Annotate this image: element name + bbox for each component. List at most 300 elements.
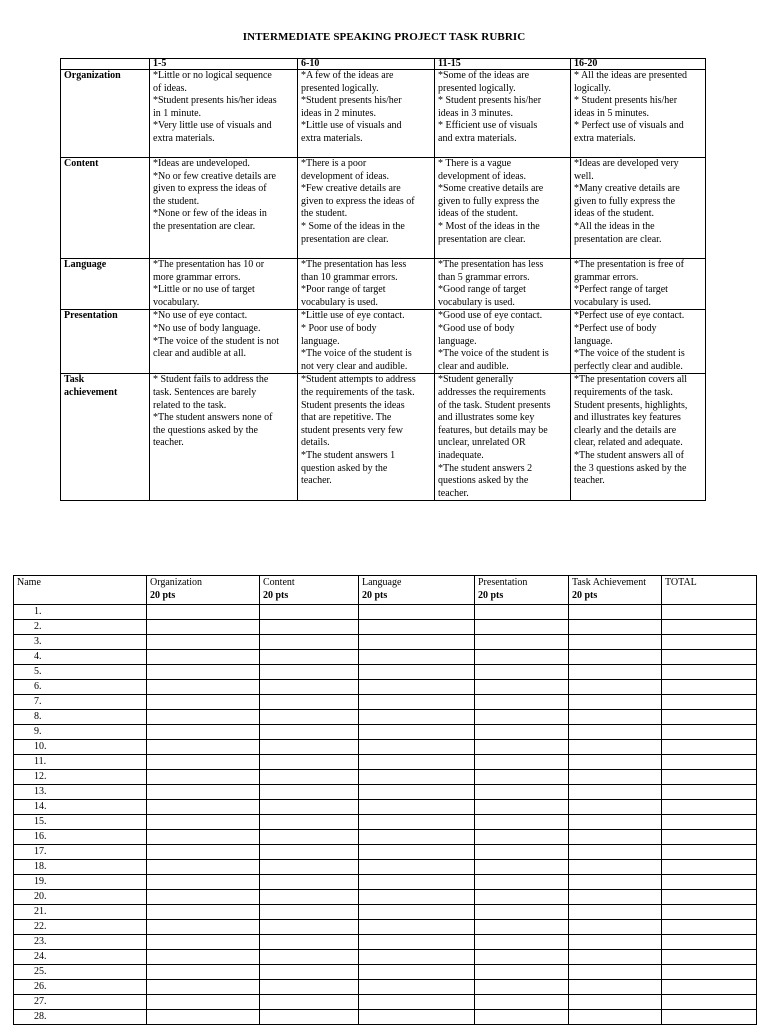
score-cell[interactable] bbox=[662, 995, 757, 1010]
rubric-row bbox=[61, 374, 706, 501]
student-row-number[interactable]: 20. bbox=[14, 890, 147, 905]
rubric-descriptor-cell bbox=[571, 259, 706, 310]
grade-row bbox=[14, 875, 757, 890]
student-row-number[interactable]: 13. bbox=[14, 785, 147, 800]
score-cell[interactable] bbox=[260, 650, 359, 665]
descriptor-line: ideas in 5 minutes. bbox=[574, 107, 649, 119]
descriptor-line: presentation are clear. bbox=[574, 233, 662, 245]
score-cell[interactable] bbox=[662, 680, 757, 695]
score-cell[interactable] bbox=[662, 1010, 757, 1025]
grade-row bbox=[14, 950, 757, 965]
student-row-number[interactable]: 10. bbox=[14, 740, 147, 755]
descriptor-line: given to express the ideas of bbox=[153, 183, 267, 195]
descriptor-line: than 5 grammar errors. bbox=[438, 271, 530, 283]
score-cell[interactable] bbox=[147, 1010, 260, 1025]
score-cell[interactable] bbox=[359, 905, 475, 920]
score-cell[interactable] bbox=[260, 755, 359, 770]
score-cell[interactable] bbox=[359, 620, 475, 635]
score-cell[interactable] bbox=[475, 815, 569, 830]
score-cell[interactable] bbox=[147, 860, 260, 875]
grade-row bbox=[14, 620, 757, 635]
score-cell[interactable] bbox=[359, 890, 475, 905]
descriptor-line: extra materials. bbox=[574, 132, 636, 144]
descriptor-line: * All the ideas are presented bbox=[574, 70, 688, 81]
score-cell[interactable] bbox=[662, 605, 757, 620]
score-cell[interactable] bbox=[359, 920, 475, 935]
score-cell[interactable] bbox=[147, 605, 260, 620]
score-cell[interactable] bbox=[147, 965, 260, 980]
score-cell[interactable] bbox=[662, 785, 757, 800]
descriptor-line: and illustrates key features bbox=[574, 412, 681, 424]
score-cell[interactable] bbox=[662, 965, 757, 980]
descriptor-line: *Poor range of target bbox=[301, 284, 386, 296]
score-cell[interactable] bbox=[260, 710, 359, 725]
descriptor-line: *Perfect range of target bbox=[574, 284, 668, 296]
descriptor-line: *Student presents his/her bbox=[301, 95, 402, 107]
descriptor-line: vocabulary is used. bbox=[438, 296, 515, 308]
descriptor-line: well. bbox=[574, 170, 594, 182]
score-cell[interactable] bbox=[569, 815, 662, 830]
descriptor-line: *Ideas are developed very bbox=[574, 158, 679, 169]
student-row-number[interactable]: 11. bbox=[14, 755, 147, 770]
score-cell[interactable] bbox=[569, 665, 662, 680]
descriptor-line: language. bbox=[301, 335, 340, 347]
descriptor-line: vocabulary. bbox=[153, 296, 200, 308]
descriptor-line: given to fully express the bbox=[438, 195, 540, 207]
score-cell[interactable] bbox=[359, 695, 475, 710]
score-cell[interactable] bbox=[662, 845, 757, 860]
score-cell[interactable] bbox=[359, 665, 475, 680]
score-cell[interactable] bbox=[475, 965, 569, 980]
grade-column-header bbox=[14, 576, 147, 605]
descriptor-line: *The voice of the student is bbox=[438, 348, 549, 360]
student-row-number[interactable]: 26. bbox=[14, 980, 147, 995]
descriptor-line: unclear, unrelated OR bbox=[438, 437, 526, 449]
score-cell[interactable] bbox=[475, 665, 569, 680]
score-cell[interactable] bbox=[569, 650, 662, 665]
descriptor-line: given to express the ideas of bbox=[301, 195, 415, 207]
score-cell[interactable] bbox=[475, 920, 569, 935]
grade-row bbox=[14, 980, 757, 995]
student-row-number[interactable]: 21. bbox=[14, 905, 147, 920]
student-row-number[interactable]: 15. bbox=[14, 815, 147, 830]
descriptor-line: *The presentation has less bbox=[438, 259, 544, 270]
score-cell[interactable] bbox=[260, 995, 359, 1010]
score-cell[interactable] bbox=[662, 935, 757, 950]
descriptor-line: task. Sentences are barely bbox=[153, 386, 257, 398]
score-cell[interactable] bbox=[260, 635, 359, 650]
score-cell[interactable] bbox=[662, 830, 757, 845]
score-cell[interactable] bbox=[260, 920, 359, 935]
descriptor-line: and extra materials. bbox=[438, 132, 517, 144]
score-cell[interactable] bbox=[147, 905, 260, 920]
rubric-descriptor-cell bbox=[435, 259, 571, 310]
descriptor-line: not very clear and audible. bbox=[301, 360, 408, 372]
descriptor-line: *The student answers none of bbox=[153, 412, 273, 424]
score-cell[interactable] bbox=[475, 740, 569, 755]
score-cell[interactable] bbox=[662, 905, 757, 920]
descriptor-line: development of ideas. bbox=[438, 170, 527, 182]
score-cell[interactable] bbox=[475, 620, 569, 635]
score-cell[interactable] bbox=[569, 830, 662, 845]
descriptor-line: that are repetitive. The bbox=[301, 412, 392, 424]
descriptor-line: development of ideas. bbox=[301, 170, 390, 182]
score-cell[interactable] bbox=[475, 890, 569, 905]
student-row-number[interactable]: 23. bbox=[14, 935, 147, 950]
score-cell[interactable] bbox=[569, 950, 662, 965]
score-cell[interactable] bbox=[475, 875, 569, 890]
grade-row bbox=[14, 965, 757, 980]
score-cell[interactable] bbox=[475, 980, 569, 995]
score-cell[interactable] bbox=[569, 605, 662, 620]
score-cell[interactable] bbox=[475, 725, 569, 740]
score-cell[interactable] bbox=[475, 635, 569, 650]
score-cell[interactable] bbox=[147, 665, 260, 680]
descriptor-line: language. bbox=[438, 335, 477, 347]
descriptor-line: clearly and the details are bbox=[574, 424, 677, 436]
descriptor-line: * Student fails to address the bbox=[153, 374, 269, 386]
score-cell[interactable] bbox=[260, 860, 359, 875]
column-label: TOTAL bbox=[665, 577, 697, 588]
score-cell[interactable] bbox=[359, 875, 475, 890]
student-row-number[interactable]: 2. bbox=[14, 620, 147, 635]
score-cell[interactable] bbox=[260, 965, 359, 980]
score-cell[interactable] bbox=[359, 635, 475, 650]
score-cell[interactable] bbox=[359, 605, 475, 620]
descriptor-line: inadequate. bbox=[438, 449, 484, 461]
score-cell[interactable] bbox=[359, 770, 475, 785]
score-cell[interactable] bbox=[569, 935, 662, 950]
descriptor-line: of ideas. bbox=[153, 82, 187, 94]
column-label: Presentation bbox=[478, 577, 528, 588]
score-cell[interactable] bbox=[147, 740, 260, 755]
score-cell[interactable] bbox=[569, 785, 662, 800]
score-band-header: 11-15 bbox=[435, 59, 571, 70]
score-cell[interactable] bbox=[662, 620, 757, 635]
score-cell[interactable] bbox=[662, 950, 757, 965]
score-cell[interactable] bbox=[662, 725, 757, 740]
descriptor-line: * Most of the ideas in the bbox=[438, 220, 540, 232]
score-cell[interactable] bbox=[147, 830, 260, 845]
score-cell[interactable] bbox=[569, 770, 662, 785]
score-cell[interactable] bbox=[260, 680, 359, 695]
student-row-number[interactable]: 25. bbox=[14, 965, 147, 980]
score-cell[interactable] bbox=[475, 695, 569, 710]
grade-row bbox=[14, 725, 757, 740]
score-cell[interactable] bbox=[662, 920, 757, 935]
score-cell[interactable] bbox=[359, 815, 475, 830]
grade-row bbox=[14, 1010, 757, 1025]
score-cell[interactable] bbox=[569, 980, 662, 995]
score-cell[interactable] bbox=[147, 620, 260, 635]
score-cell[interactable] bbox=[147, 995, 260, 1010]
score-cell[interactable] bbox=[569, 920, 662, 935]
score-cell[interactable] bbox=[662, 650, 757, 665]
descriptor-line: *All the ideas in the bbox=[574, 220, 655, 232]
rubric-row bbox=[61, 259, 706, 310]
score-cell[interactable] bbox=[569, 680, 662, 695]
score-cell[interactable] bbox=[475, 605, 569, 620]
student-row-number[interactable]: 8. bbox=[14, 710, 147, 725]
student-row-number[interactable]: 9. bbox=[14, 725, 147, 740]
score-cell[interactable] bbox=[662, 875, 757, 890]
score-cell[interactable] bbox=[147, 920, 260, 935]
grade-row bbox=[14, 905, 757, 920]
score-cell[interactable] bbox=[260, 905, 359, 920]
score-cell[interactable] bbox=[147, 875, 260, 890]
descriptor-line: *Ideas are undeveloped. bbox=[153, 158, 250, 169]
descriptor-line: the requirements of the task. bbox=[301, 386, 415, 398]
grade-sheet-table bbox=[13, 575, 757, 1025]
score-cell[interactable] bbox=[569, 800, 662, 815]
score-cell[interactable] bbox=[475, 950, 569, 965]
score-cell[interactable] bbox=[569, 620, 662, 635]
descriptor-line: * Student presents his/her bbox=[438, 95, 542, 107]
descriptor-line: the questions asked by the bbox=[153, 424, 258, 436]
score-cell[interactable] bbox=[260, 830, 359, 845]
rubric-row bbox=[61, 310, 706, 374]
descriptor-line: vocabulary is used. bbox=[301, 296, 378, 308]
score-cell[interactable] bbox=[475, 905, 569, 920]
score-cell[interactable] bbox=[147, 680, 260, 695]
student-row-number[interactable]: 12. bbox=[14, 770, 147, 785]
column-points: 20 pts bbox=[263, 590, 289, 601]
score-cell[interactable] bbox=[475, 860, 569, 875]
column-label: Organization bbox=[150, 577, 203, 588]
student-row-number[interactable]: 5. bbox=[14, 665, 147, 680]
score-cell[interactable] bbox=[359, 650, 475, 665]
score-cell[interactable] bbox=[475, 710, 569, 725]
student-row-number[interactable]: 16. bbox=[14, 830, 147, 845]
descriptor-line: questions asked by the bbox=[438, 475, 529, 487]
score-cell[interactable] bbox=[260, 980, 359, 995]
student-row-number[interactable]: 4. bbox=[14, 650, 147, 665]
score-cell[interactable] bbox=[260, 620, 359, 635]
score-cell[interactable] bbox=[260, 935, 359, 950]
score-cell[interactable] bbox=[662, 860, 757, 875]
score-cell[interactable] bbox=[260, 785, 359, 800]
score-cell[interactable] bbox=[569, 905, 662, 920]
score-cell[interactable] bbox=[359, 755, 475, 770]
descriptor-line: * Perfect use of visuals and bbox=[574, 120, 684, 132]
score-cell[interactable] bbox=[662, 800, 757, 815]
column-points: 20 pts bbox=[150, 590, 176, 601]
descriptor-line: *Student attempts to address bbox=[301, 374, 416, 386]
score-cell[interactable] bbox=[359, 860, 475, 875]
descriptor-line: *The voice of the student is bbox=[301, 348, 412, 360]
descriptor-line: the student. bbox=[301, 208, 348, 220]
score-cell[interactable] bbox=[662, 665, 757, 680]
score-cell[interactable] bbox=[147, 755, 260, 770]
score-cell[interactable] bbox=[475, 650, 569, 665]
score-cell[interactable] bbox=[475, 785, 569, 800]
descriptor-line: ideas in 3 minutes. bbox=[438, 107, 513, 119]
score-cell[interactable] bbox=[359, 725, 475, 740]
score-cell[interactable] bbox=[260, 740, 359, 755]
score-cell[interactable] bbox=[359, 845, 475, 860]
grade-sheet-header-row bbox=[14, 576, 757, 605]
score-cell[interactable] bbox=[475, 800, 569, 815]
score-cell[interactable] bbox=[475, 755, 569, 770]
score-cell[interactable] bbox=[662, 695, 757, 710]
descriptor-line: *The presentation covers all bbox=[574, 374, 688, 386]
score-cell[interactable] bbox=[359, 785, 475, 800]
rubric-row bbox=[61, 70, 706, 158]
score-cell[interactable] bbox=[260, 950, 359, 965]
grade-row bbox=[14, 695, 757, 710]
score-cell[interactable] bbox=[569, 875, 662, 890]
descriptor-line: extra materials. bbox=[153, 132, 215, 144]
score-cell[interactable] bbox=[569, 890, 662, 905]
student-row-number[interactable]: 3. bbox=[14, 635, 147, 650]
score-cell[interactable] bbox=[147, 845, 260, 860]
student-row-number[interactable]: 24. bbox=[14, 950, 147, 965]
descriptor-line: *The voice of the student is bbox=[574, 348, 685, 360]
student-row-number[interactable]: 1. bbox=[14, 605, 147, 620]
score-cell[interactable] bbox=[569, 845, 662, 860]
score-cell[interactable] bbox=[662, 635, 757, 650]
score-cell[interactable] bbox=[475, 830, 569, 845]
descriptor-line: details. bbox=[301, 437, 330, 449]
score-cell[interactable] bbox=[147, 815, 260, 830]
score-cell[interactable] bbox=[359, 800, 475, 815]
rubric-descriptor-cell bbox=[571, 158, 706, 259]
score-cell[interactable] bbox=[147, 785, 260, 800]
descriptor-line: vocabulary is used. bbox=[574, 296, 651, 308]
student-row-number[interactable]: 17. bbox=[14, 845, 147, 860]
descriptor-line: language. bbox=[574, 335, 613, 347]
descriptor-line: *The student answers 2 bbox=[438, 462, 533, 474]
rubric-descriptor-cell bbox=[435, 158, 571, 259]
rubric-descriptor-cell bbox=[571, 310, 706, 374]
grade-column-header bbox=[475, 576, 569, 605]
student-row-number[interactable]: 14. bbox=[14, 800, 147, 815]
score-cell[interactable] bbox=[260, 1010, 359, 1025]
score-cell[interactable] bbox=[475, 1010, 569, 1025]
score-cell[interactable] bbox=[359, 965, 475, 980]
descriptor-line: *Few creative details are bbox=[301, 183, 401, 195]
score-cell[interactable] bbox=[569, 695, 662, 710]
descriptor-line: *The student answers all of bbox=[574, 449, 684, 461]
score-cell[interactable] bbox=[260, 845, 359, 860]
student-row-number[interactable]: 18. bbox=[14, 860, 147, 875]
descriptor-line: *The voice of the student is not bbox=[153, 335, 280, 347]
student-row-number[interactable]: 19. bbox=[14, 875, 147, 890]
descriptor-line: *No use of eye contact. bbox=[153, 310, 248, 322]
score-cell[interactable] bbox=[569, 965, 662, 980]
descriptor-line: *None or few of the ideas in bbox=[153, 208, 267, 220]
score-cell[interactable] bbox=[475, 845, 569, 860]
score-cell[interactable] bbox=[359, 950, 475, 965]
descriptor-line: *Student generally bbox=[438, 374, 514, 386]
score-cell[interactable] bbox=[569, 755, 662, 770]
score-cell[interactable] bbox=[359, 935, 475, 950]
descriptor-line: teacher. bbox=[574, 475, 605, 487]
score-cell[interactable] bbox=[475, 995, 569, 1010]
criterion-label: Content bbox=[61, 158, 150, 259]
score-cell[interactable] bbox=[569, 1010, 662, 1025]
score-cell[interactable] bbox=[260, 890, 359, 905]
score-cell[interactable] bbox=[359, 680, 475, 695]
score-cell[interactable] bbox=[147, 950, 260, 965]
score-cell[interactable] bbox=[475, 770, 569, 785]
student-row-number[interactable]: 7. bbox=[14, 695, 147, 710]
score-cell[interactable] bbox=[359, 980, 475, 995]
score-cell[interactable] bbox=[147, 710, 260, 725]
score-cell[interactable] bbox=[260, 665, 359, 680]
score-cell[interactable] bbox=[475, 680, 569, 695]
grade-row bbox=[14, 605, 757, 620]
score-cell[interactable] bbox=[147, 980, 260, 995]
descriptor-line: *No or few creative details are bbox=[153, 170, 276, 182]
rubric-descriptor-cell bbox=[298, 374, 435, 501]
score-cell[interactable] bbox=[662, 740, 757, 755]
rubric-descriptor-cell bbox=[435, 310, 571, 374]
descriptor-line: presentation are clear. bbox=[301, 233, 389, 245]
score-cell[interactable] bbox=[569, 725, 662, 740]
student-row-number[interactable]: 22. bbox=[14, 920, 147, 935]
score-cell[interactable] bbox=[147, 650, 260, 665]
score-cell[interactable] bbox=[569, 740, 662, 755]
score-cell[interactable] bbox=[147, 725, 260, 740]
descriptor-line: clear, related and adequate. bbox=[574, 437, 683, 449]
descriptor-line: grammar errors. bbox=[574, 271, 639, 283]
score-cell[interactable] bbox=[260, 875, 359, 890]
score-cell[interactable] bbox=[359, 1010, 475, 1025]
grade-row bbox=[14, 665, 757, 680]
rubric-descriptor-cell bbox=[150, 310, 298, 374]
score-cell[interactable] bbox=[147, 890, 260, 905]
student-row-number[interactable]: 28. bbox=[14, 1010, 147, 1025]
score-cell[interactable] bbox=[359, 830, 475, 845]
descriptor-line: *Student presents his/her ideas bbox=[153, 95, 277, 107]
score-cell[interactable] bbox=[260, 815, 359, 830]
grade-row bbox=[14, 800, 757, 815]
score-cell[interactable] bbox=[147, 800, 260, 815]
score-cell[interactable] bbox=[260, 605, 359, 620]
score-cell[interactable] bbox=[662, 980, 757, 995]
student-row-number[interactable]: 6. bbox=[14, 680, 147, 695]
score-cell[interactable] bbox=[147, 695, 260, 710]
score-cell[interactable] bbox=[662, 890, 757, 905]
score-cell[interactable] bbox=[260, 725, 359, 740]
score-cell[interactable] bbox=[569, 710, 662, 725]
score-cell[interactable] bbox=[662, 815, 757, 830]
rubric-descriptor-cell bbox=[298, 158, 435, 259]
student-row-number[interactable]: 27. bbox=[14, 995, 147, 1010]
score-cell[interactable] bbox=[260, 695, 359, 710]
column-label: Language bbox=[362, 577, 402, 588]
score-cell[interactable] bbox=[147, 935, 260, 950]
score-cell[interactable] bbox=[662, 710, 757, 725]
score-cell[interactable] bbox=[147, 635, 260, 650]
rubric-descriptor-cell bbox=[150, 259, 298, 310]
score-cell[interactable] bbox=[359, 995, 475, 1010]
score-cell[interactable] bbox=[569, 635, 662, 650]
score-cell[interactable] bbox=[569, 860, 662, 875]
score-cell[interactable] bbox=[569, 995, 662, 1010]
grade-row bbox=[14, 830, 757, 845]
score-cell[interactable] bbox=[662, 770, 757, 785]
score-cell[interactable] bbox=[359, 740, 475, 755]
score-cell[interactable] bbox=[147, 770, 260, 785]
score-cell[interactable] bbox=[662, 755, 757, 770]
score-cell[interactable] bbox=[260, 800, 359, 815]
score-cell[interactable] bbox=[359, 710, 475, 725]
score-cell[interactable] bbox=[475, 935, 569, 950]
grade-row bbox=[14, 860, 757, 875]
score-cell[interactable] bbox=[260, 770, 359, 785]
